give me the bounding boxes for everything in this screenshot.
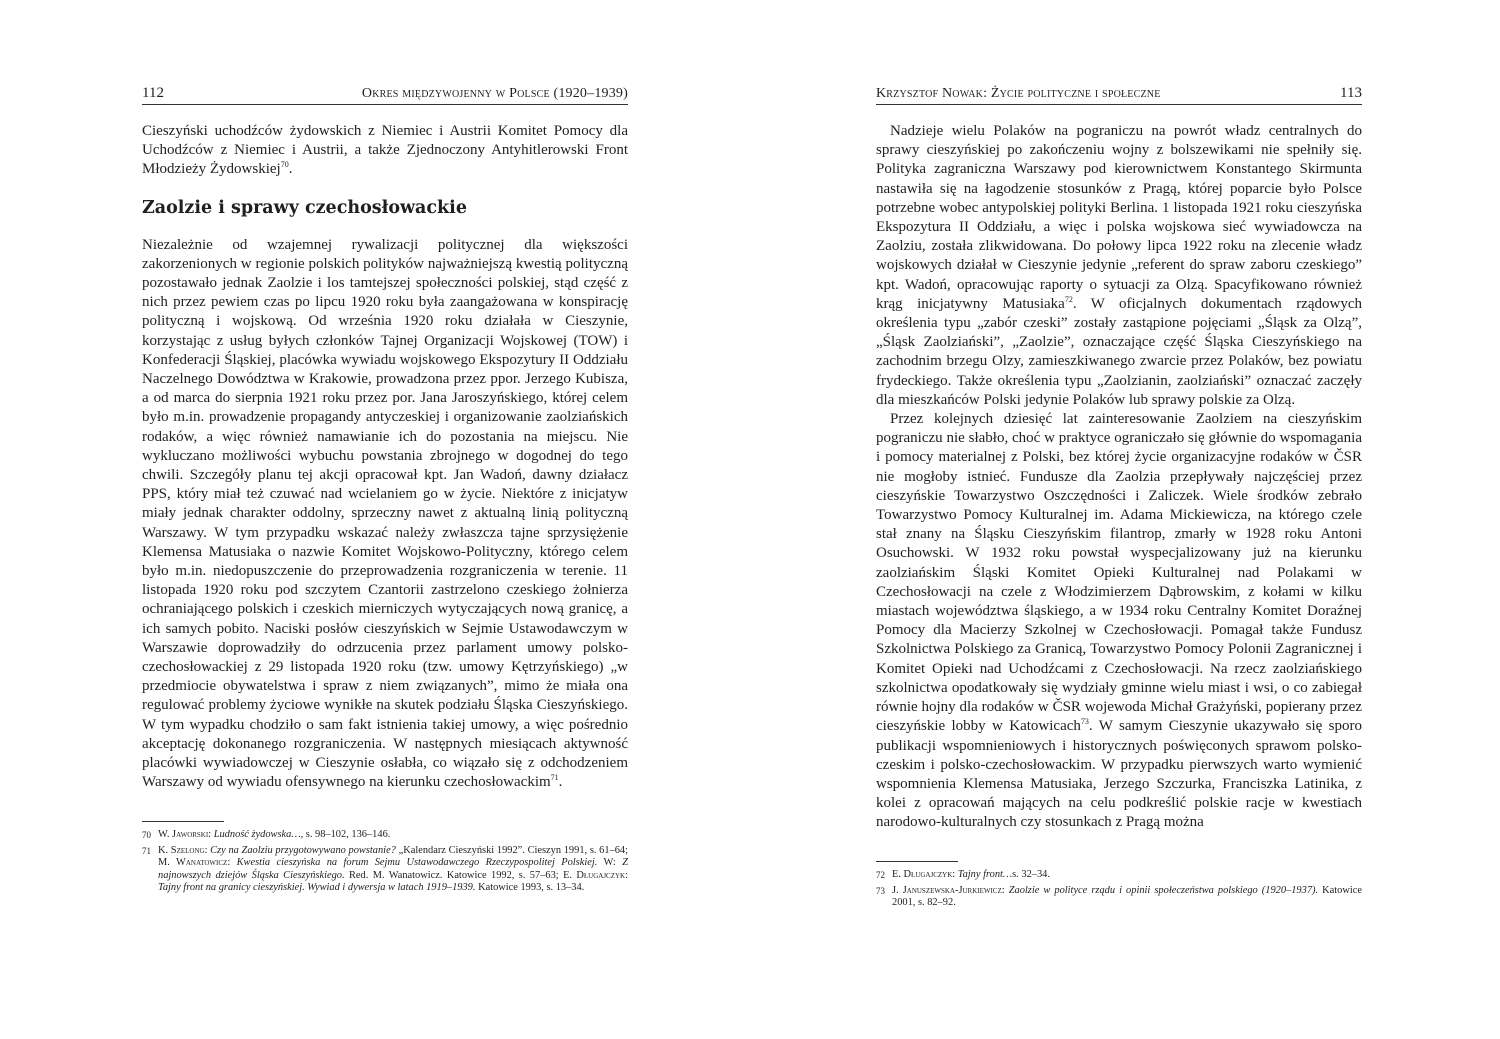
footnote-ref: 73 bbox=[1080, 717, 1089, 727]
footnote-text: „Kalendarz Cieszyński 1992”. Cieszyn 1991, s. 61–64; bbox=[395, 845, 629, 857]
paragraph-text: Cieszyński uchodźców żydowskich z Niemiec i Austrii Komitet Pomocy dla Uchodźców z Niemiec i Austrii, a także Zjednoczony Antyhitlerowski Front Młodzieży Żydowskiej bbox=[142, 123, 628, 178]
footnote-number: 71 bbox=[142, 846, 151, 857]
page-number: 113 bbox=[1340, 85, 1362, 101]
left-page-header bbox=[142, 84, 628, 105]
footnote-author: M. Wanatowicz: bbox=[158, 857, 231, 869]
body-paragraph bbox=[876, 122, 1362, 410]
body-paragraph bbox=[876, 410, 1362, 832]
footnote-number: 72 bbox=[876, 870, 885, 880]
body-paragraph: Cieszyński uchodźców żydowskich z Niemiec i Austrii Komitet Pomocy dla Uchodźców z Niemiec i Austrii, a także Zjednoczony Antyhitlerowski Front Młodzieży Żydowskiej$^{70}$. bbox=[142, 123, 628, 178]
footnote-author: W. Jaworski: bbox=[158, 829, 212, 840]
footnote-ref: 71 bbox=[550, 773, 559, 783]
footnote-author: J. Januszewska-Jurkiewicz: bbox=[892, 885, 1005, 897]
body-paragraph: Niezależnie od wzajemnej rywalizacji politycznej dla większości zakorzenionych w regionie polskich polityków najważniejszą kwestią polityczną pozostawało jednak Zaolzie i los tamtejszej społeczności polskiej, stąd część z nich przez pewiem czas po lipcu 1920 roku była zaangażowana w konspirację polityczną i wojskową. Od września 1920 roku działała w Cieszynie, korzystając z usług byłych członków Tajnej Organizacji Wojskowej (TOW) i Konfederacji Śląskiej, placówka wywiadu wojskowego Ekspozytury II Oddziału Naczelnego Dowództwa w Krakowie, prowadzona przez ppor. Jerzego Kubisza, a od marca do sierpnia 1921 roku przez por. Jana Jaroszyńskiego, której celem było m.in. prowadzenie propagandy antyczeskiej i organizowanie zaolziańskich rodaków, a więc również namawianie ich do pozostania na miejscu. Nie wykluczano możliwości wybuchu powstania zbrojnego w dogodnej do tego chwili. Szczegóły planu tej akcji opracował kpt. Jan Wadoń, dawny działacz PPS, który miał też czuwać nad wcielaniem go w życie. Niektóre z inicjatyw miały jednak charakter oddolny, sprzeczny nawet z aktualną linią polityczną Warszawy. W tym przypadku wskazać należy zwłaszcza tajne sprzysiężenie Klemensa Matusiaka o nazwie Komitet Wojskowo-Polityczny, którego celem było m.in. niedopuszczenie do przeprowadzenia rozgraniczenia w terenie. 11 listopada 1920 roku pod szczytem Czantorii zastrzelono czeskiego żołnierza ochraniającego polskich i czeskich mierniczych wytyczających nową granicę, a ich samych pobito. Naciski posłów cieszyńskich w Sejmie Ustawodawczym w Warszawie doprowadziły do odrzucenia przez parlament umowy polsko-czechosłowackiej z 29 listopada 1920 roku (tzw. umowy Kętrzyńskiego) „w przedmiocie obywatelstwa i spraw z niem związanych”, mimo że miała ona regulować problemy życiowe wynikłe na skutek podziału Śląska Cieszyńskiego. W tym wypadku chodziło o sam fakt istnienia takiej umowy, a więc pośrednio akceptację dokonanego rozgraniczenia. W następnych miesiącach aktywność placówki wywiadowczej w Cieszynie osłabła, co wiązało się z odchodzeniem Warszawy od wywiadu ofensywnego na kierunku czechosłowackim$^{71}$. bbox=[142, 236, 628, 791]
footnote-title: Tajny front… bbox=[957, 869, 1013, 880]
paragraph-text: . W oficjalnych dokumentach rządowych określenia typu „zabór czeski” zostały zastąpione pojęciami „Śląsk za Olzą”, „Śląsk Zaolziański”, „Zaolzie”, oznaczające część Śląska Cieszyńskiego na zachodnim brzegu Olzy, zamieszkiwanego zwarcie przez Polaków, bez powiatu frydeckiego. Także określenia typu „Zaolzianin, zaolziański” oznaczać zaczęły dla mieszkańców Polski jedynie Polaków lub sprawy polskie za Olzą. bbox=[876, 295, 1362, 408]
footnote-title: Zaolzie w polityce rządu i opinii społeczeństwa polskiego (1920–1937). bbox=[1008, 885, 1319, 897]
footnote-divider bbox=[876, 861, 958, 862]
footnote-number: 73 bbox=[876, 886, 885, 897]
footnote-title: Kwestia cieszyńska na forum Sejmu Ustawodawczego Rzeczypospolitej Polskiej. bbox=[236, 857, 598, 869]
footnote bbox=[876, 885, 1362, 909]
footnote-author: K. Szelong: bbox=[158, 845, 208, 857]
footnote bbox=[142, 829, 628, 841]
right-footnotes bbox=[876, 869, 1362, 914]
footnote-author: E. Długajczyk: bbox=[892, 869, 956, 880]
section-heading: Zaolzie i sprawy czechosłowackie bbox=[142, 197, 467, 218]
footnote-number: 70 bbox=[142, 830, 151, 840]
footnote-author: E. Długajczyk: bbox=[563, 869, 629, 881]
footnote-title: Czy na Zaolziu przygotowywano powstanie? bbox=[210, 845, 396, 857]
footnote-divider bbox=[142, 821, 224, 822]
paragraph-text: Nadzieje wielu Polaków na pograniczu na powrót władz centralnych do sprawy cieszyńskiej po zakończeniu wojny z bolszewikami nie spełniły się. Polityka zagraniczna Warszawy pod kierownictwem Konstantego Skirmunta nastawiła się na łagodzenie stosunków z Pragą, której poparcie było Polsce potrzebne wobec antypolskiej polityki Berlina. 1 listopada 1921 roku cieszyńska Ekspozytura II Oddziału, a więc i polska wojskowa sieć wywiadowcza na Zaolziu, została zlikwidowana. Do połowy lipca 1922 roku na zlecenie władz wojskowych działał w Cieszynie jedynie „referent do spraw zaboru czeskiego” kpt. Wadoń, opracowując raporty o sytuacji za Olzą. Spacyfikowano również krąg inicjatywny Matusiaka bbox=[876, 123, 1362, 312]
paragraph-text: Niezależnie od wzajemnej rywalizacji politycznej dla większości zakorzenionych w regionie polskich polityków najważniejszą kwestią polityczną pozostawało jednak Zaolzie i los tamtejszej społeczności polskiej, stąd część z nich przez pewiem czas po lipcu 1920 roku była zaangażowana w konspirację polityczną i wojskową. Od września 1920 roku działała w Cieszynie, korzystając z usług byłych członków Tajnej Organizacji Wojskowej (TOW) i Konfederacji Śląskiej, placówka wywiadu wojskowego Ekspozytury II Oddziału Naczelnego Dowództwa w Krakowie, prowadzona przez ppor. Jerzego Kubisza, a od marca do sierpnia 1921 roku przez por. Jana Jaroszyńskiego, której celem było m.in. prowadzenie propagandy antyczeskiej i organizowanie zaolziańskich rodaków, a więc również namawianie ich do pozostania na miejscu. Nie wykluczano możliwości wybuchu powstania zbrojnego w dogodnej do tego chwili. Szczegóły planu tej akcji opracował kpt. Jan Wadoń, dawny działacz PPS, który miał też czuwać nad wcielaniem go w życie. Niektóre z inicjatyw miały jednak charakter oddolny, sprzeczny nawet z aktualną linią polityczną Warszawy. W tym przypadku wskazać należy zwłaszcza tajne sprzysiężenie Klemensa Matusiaka o nazwie Komitet Wojskowo-Polityczny, którego celem było m.in. niedopuszczenie do przeprowadzenia rozgraniczenia w terenie. 11 listopada 1920 roku pod szczytem Czantorii zastrzelono czeskiego żołnierza ochraniającego polskich i czeskich mierniczych wytyczających nową granicę, a ich samych pobito. Naciski posłów cieszyńskich w Sejmie Ustawodawczym w Warszawie doprowadziły do odrzucenia przez parlament umowy polsko-czechosłowackiej z 29 listopada 1920 roku (tzw. umowy Kętrzyńskiego) „w przedmiocie obywatelstwa i spraw z niem związanych”, mimo że miała ona regulować problemy życiowe wynikłe na skutek podziału Śląska Cieszyńskiego. W tym wypadku chodziło o sam fakt istnienia takiej umowy, a więc pośrednio akceptację dokonanego rozgraniczenia. W następnych miesiącach aktywność placówki wywiadowczej w Cieszynie osłabła, co wiązało się z odchodzeniem Warszawy od wywiadu ofensywnego na kierunku czechosłowackim bbox=[142, 236, 628, 791]
footnote-text: W: bbox=[597, 857, 623, 869]
footnote-text: Katowice 2001, s. 82–92. bbox=[892, 885, 1362, 909]
right-page-body bbox=[876, 122, 1362, 833]
footnote bbox=[876, 869, 1362, 881]
footnote-title: Z najnowszych dziejów Śląska Cieszyńskiego. bbox=[158, 857, 628, 881]
running-title: Okres międzywojenny w Polsce (1920–1939) bbox=[361, 86, 628, 101]
footnote-text: s. 32–34. bbox=[1012, 869, 1050, 880]
left-page-body bbox=[142, 122, 628, 793]
running-title: Krzysztof Nowak: Życie polityczne i społeczne bbox=[876, 86, 1161, 101]
footnote-text: Red. M. Wanatowicz. Katowice 1992, s. 57–63; bbox=[344, 869, 564, 881]
footnote-title: Ludność żydowska… bbox=[213, 829, 301, 840]
right-page-header bbox=[876, 84, 1362, 105]
footnote-title: Tajny front na granicy cieszyńskiej. Wywiad i dywersja w latach 1919–1939. bbox=[158, 881, 476, 893]
paragraph-text: Przez kolejnych dziesięć lat zainteresowanie Zaolziem na cieszyńskim pograniczu nie słabło, choć w praktyce ograniczało się głównie do wspomagania i pomocy materialnej z Polski, bez której życie organizacyjne rodaków w ČSR nie mogłoby istnieć. Fundusze dla Zaolzia przepływały najczęściej przez cieszyńskie Towarzystwo Oszczędności i Zaliczek. Wiele środków zebrało Towarzystwo Pomocy Kulturalnej im. Adama Mickiewicza, na którego czele stał znany na Śląsku Cieszyńskim filantrop, zmarły w 1928 roku Antoni Osuchowski. W 1932 roku powstał wyspecjalizowany już na kierunku zaolziańskim Śląski Komitet Opieki Kulturalnej nad Polakami w Czechosłowacji na czele z Włodzimierzem Dąbrowskim, z kołami w kilku miastach województwa śląskiego, a w 1934 roku Centralny Komitet Doraźnej Pomocy dla Macierzy Szkolnej w Czechosłowacji. Pomagał także Fundusz Szkolnictwa Polskiego za Granicą, Towarzystwo Pomocy Polonii Zagranicznej i Komitet Opieki nad Uchodźcami z Czechosłowacji. Na rzecz zaolziańskiego szkolnictwa opodatkowały się wydziały gminne wielu miast i wsi, o co zabiegał równie hojny dla rodaków w ČSR wojewoda Michał Grażyński, popierany przez cieszyńskie lobby w Katowicach bbox=[876, 411, 1362, 735]
footnote-ref: 70 bbox=[280, 160, 289, 170]
left-footnotes bbox=[142, 829, 628, 898]
paragraph-text: . W samym Cieszynie ukazywało się sporo publikacji wspomnieniowych i historycznych poświęconych sprawom polsko-czeskim i polsko-czechosłowackim. W przypadku pierwszych warto wymienić wspomnienia Klemensa Matusiaka, Jerzego Szczurka, Franciszka Latinika, z kolei z opracowań mających na celu podkreślić polskie racje w kwestiach narodowo-kulturalnych czy stosunkach z Pragą można bbox=[876, 718, 1362, 831]
page-number: 112 bbox=[142, 85, 164, 101]
footnote-text: Katowice 1993, s. 13–34. bbox=[475, 881, 585, 893]
footnote-ref: 72 bbox=[1064, 294, 1073, 304]
footnote-text: , s. 98–102, 136–146. bbox=[300, 829, 391, 840]
footnote bbox=[142, 845, 628, 894]
